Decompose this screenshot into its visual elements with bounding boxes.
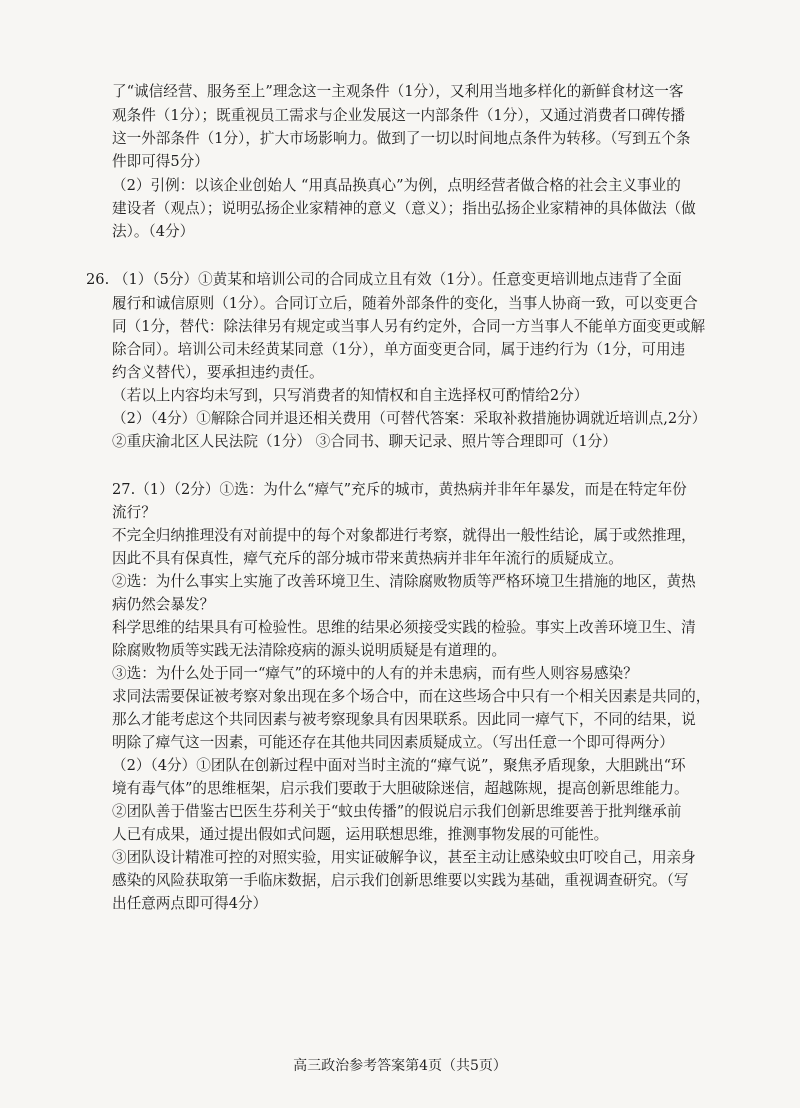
paragraph-line: 了“诚信经营、服务至上”理念这一主观条件（1分），又利用当地多样化的新鲜食材这一客 bbox=[112, 83, 684, 100]
paragraph-line: 除合同）。培训公司未经黄某同意（1分），单方面变更合同，属于违约行为（1分，可用违 bbox=[112, 341, 686, 358]
paragraph-line: ②选：为什么事实上实施了改善环境卫生、清除腐败物质等严格环境卫生措施的地区，黄热 bbox=[112, 573, 696, 590]
paragraph-line: ②重庆渝北区人民法院（1分） ③合同书、聊天记录、照片等合理即可（1分） bbox=[112, 433, 617, 450]
paragraph-line: 除腐败物质等实践无法清除疫病的源头说明质疑是有道理的。 bbox=[112, 642, 507, 659]
paragraph-line: 明除了瘴气这一因素，可能还存在其他共同因素质疑成立。（写出任意一个即可得两分） bbox=[112, 734, 674, 751]
paragraph-line: 境有毒气体”的思维框架，启示我们要敢于大胆破除迷信，超越陈规，提高创新思维能力。 bbox=[112, 780, 689, 797]
paragraph-line: （2）（4分）①解除合同并退还相关费用（可替代答案：采取补救措施协调就近培训点,2分） bbox=[112, 410, 707, 427]
paragraph-line: 这一外部条件（1分），扩大市场影响力。做到了一切以时间地点条件为转移。（写到五个条 bbox=[112, 130, 691, 147]
paragraph-line: 法）。（4分） bbox=[112, 223, 195, 240]
paragraph-line: 人已有成果，通过提出假如式问题，运用联想思维，推测事物发展的可能性。 bbox=[112, 826, 609, 843]
paragraph-line: （2）引例：以该企业创始人 “用真品换真心”为例，点明经营者做合格的社会主义事业的 bbox=[112, 177, 681, 194]
paragraph-line: 科学思维的结果具有可检验性。思维的结果必须接受实践的检验。事实上改善环境卫生、清 bbox=[112, 619, 696, 636]
paragraph-line: ③团队设计精准可控的对照实验，用实证破解争议，甚至主动让感染蚊虫叮咬自己，用亲身 bbox=[112, 849, 696, 866]
paragraph-line: 约含义替代），要承担违约责任。 bbox=[112, 364, 324, 381]
paragraph-line: ②团队善于借鉴古巴医生芬利关于“蚊虫传播”的假说启示我们创新思维要善于批判继承前 bbox=[112, 803, 682, 820]
paragraph-line: 同（1分，替代：除法律另有规定或当事人另有约定外，合同一方当事人不能单方面变更或解 bbox=[112, 318, 706, 335]
page-footer: 高三政治参考答案第4页（共5页） bbox=[293, 1058, 507, 1074]
paragraph-line: 病仍然会暴发？ bbox=[112, 596, 215, 613]
paragraph-line: 流行？ bbox=[112, 504, 156, 521]
paragraph-line: ③选：为什么处于同一“瘴气”的环境中的人有的并未患病，而有些人则容易感染？ bbox=[112, 665, 638, 682]
question-26-heading-line: 26. （1）（5分）①黄某和培训公司的合同成立且有效（1分）。任意变更培训地点违背了全面 bbox=[86, 271, 682, 288]
paragraph-line: （若以上内容均未写到，只写消费者的知情权和自主选择权可酌情给2分） bbox=[112, 387, 589, 404]
paragraph-line: 感染的风险获取第一手临床数据，启示我们创新思维要以实践为基础，重视调查研究。（写 bbox=[112, 872, 689, 889]
paragraph-line: 观条件（1分）；既重视员工需求与企业发展这一内部条件（1分），又通过消费者口碑传播 bbox=[112, 107, 686, 124]
paragraph-line: 出任意两点即可得4分） bbox=[112, 895, 268, 912]
paragraph-line: 求同法需要保证被考察对象出现在多个场合中，而在这些场合中只有一个相关因素是共同的， bbox=[112, 688, 711, 705]
question-27-heading-line: 27.（1）（2分）①选：为什么“瘴气”充斥的城市，黄热病并非年年暴发，而是在特定年份 bbox=[112, 481, 687, 498]
paragraph-line: 建设者（观点）；说明弘扬企业家精神的意义（意义）；指出弘扬企业家精神的具体做法（做 bbox=[112, 200, 696, 217]
paragraph-line: 因此不具有保真性，瘴气充斥的部分城市带来黄热病并非年年流行的质疑成立。 bbox=[112, 550, 623, 567]
paragraph-line: 件即可得5分） bbox=[112, 153, 209, 170]
paragraph-line: 不完全归纳推理没有对前提中的每个对象都进行考察，就得出一般性结论，属于或然推理， bbox=[112, 527, 696, 544]
paragraph-line: 履行和诚信原则（1分）。合同订立后，随着外部条件的变化，当事人协商一致，可以变更合 bbox=[112, 295, 698, 312]
paragraph-line: （2）（4分）①团队在创新过程中面对当时主流的“瘴气说”，聚焦矛盾现象，大胆跳出“环 bbox=[112, 757, 686, 774]
paragraph-line: 那么才能考虑这个共同因素与被考察现象具有因果联系。因此同一瘴气下，不同的结果，说 bbox=[112, 711, 696, 728]
